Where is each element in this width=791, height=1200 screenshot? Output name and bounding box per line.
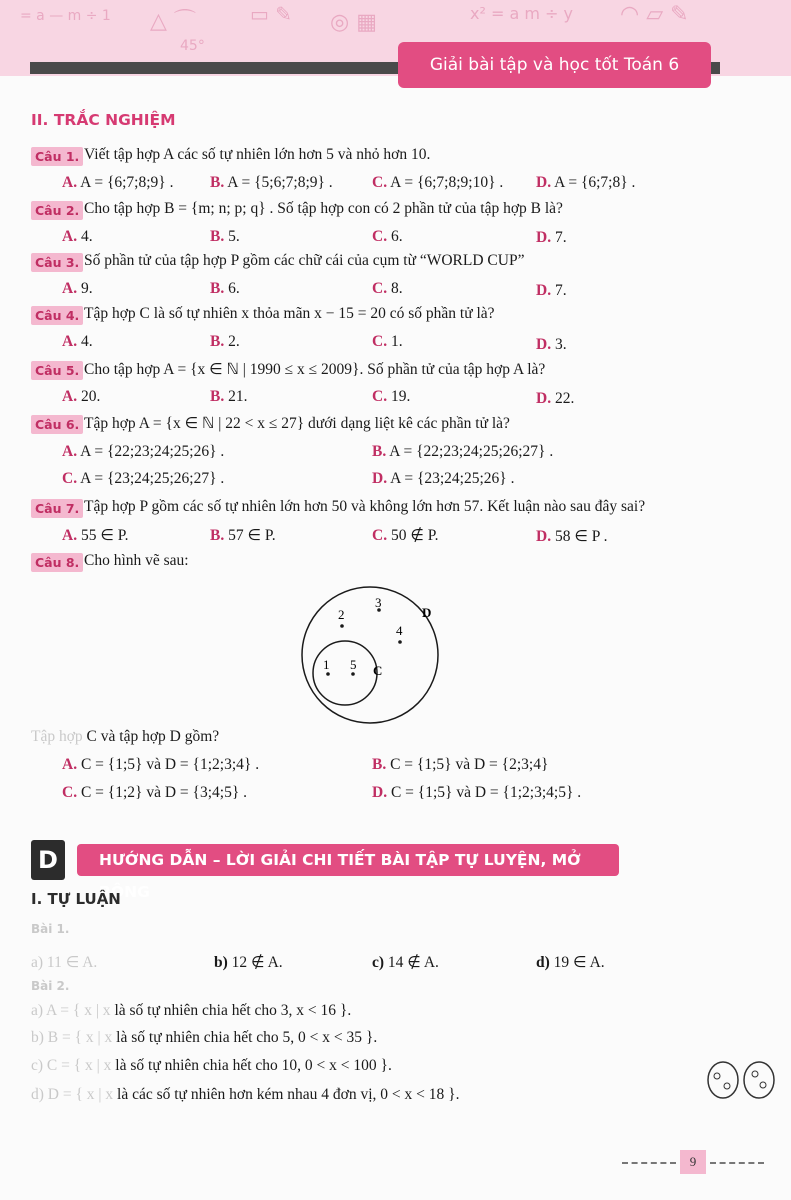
footer-dash-left <box>622 1162 676 1164</box>
question-text: Tập hợp P gồm các số tự nhiên lớn hơn 50 và không lớn hơn 57. Kết luận nào sau đây sai? <box>84 498 646 515</box>
book-title: Giải bài tập và học tốt Toán 6 <box>398 42 711 88</box>
guide-title: HƯỚNG DẪN – LỜI GIẢI CHI TIẾT BÀI TẬP TỰ LUYỆN, MỞ RỘNG <box>77 844 619 876</box>
answer: c) 14 ∉ A. <box>372 954 439 971</box>
option: C. 8. <box>372 280 403 297</box>
option: B. 21. <box>210 388 248 405</box>
option: A. C = {1;5} và D = {1;2;3;4} . <box>62 756 260 773</box>
point-label: 4 <box>396 623 403 638</box>
option: B. 6. <box>210 280 240 297</box>
question-text: Cho hình vẽ sau: <box>84 552 189 569</box>
point <box>326 672 330 676</box>
option: A. A = {6;7;8;9} . <box>62 174 174 191</box>
option: D. 3. <box>536 336 567 353</box>
option: D. 58 ∈ P . <box>536 528 608 545</box>
option: A. 9. <box>62 280 93 297</box>
question-label: Câu 4. <box>31 306 83 325</box>
option: C. 50 ∉ P. <box>372 527 439 544</box>
point <box>340 624 344 628</box>
option: C. C = {1;2} và D = {3;4;5} . <box>62 784 248 801</box>
q8-followup-text: Tập hợp C và tập hợp D gồm? <box>31 728 220 745</box>
question-text: Viết tập hợp A các số tự nhiên lớn hơn 5 và nhỏ hơn 10. <box>84 146 431 163</box>
point-label: 3 <box>375 595 382 610</box>
set-c-circle <box>313 641 377 705</box>
bai2-label: Bài 2. <box>31 979 70 993</box>
option: D. 22. <box>536 390 575 407</box>
essay-title: I. TỰ LUẬN <box>31 890 121 908</box>
option: A. 20. <box>62 388 101 405</box>
question-label: Câu 7. <box>31 499 83 518</box>
question-label: Câu 3. <box>31 253 83 272</box>
section-title: II. TRẮC NGHIỆM <box>31 111 176 129</box>
option: D. A = {23;24;25;26} . <box>372 470 515 487</box>
set-c-label: C <box>373 663 383 678</box>
option: D. C = {1;5} và D = {1;2;3;4;5} . <box>372 784 582 801</box>
header-decoration: = a — m ÷ 1 △ ⌒ ▭ ✎ ◎ ▦ x² = a m ÷ y ◠ ▱ ✎ 45° <box>0 0 791 76</box>
option: B. A = {22;23;24;25;26;27} . <box>372 443 554 460</box>
option: A. 55 ∈ P. <box>62 527 129 544</box>
set-d-circle <box>302 587 438 723</box>
answer: a) 11 ∈ A. <box>31 954 98 971</box>
option: C. A = {6;7;8;9;10} . <box>372 174 504 191</box>
question-label: Câu 6. <box>31 415 83 434</box>
option: C. A = {23;24;25;26;27} . <box>62 470 225 487</box>
option: C. 19. <box>372 388 411 405</box>
bai1-label: Bài 1. <box>31 922 70 936</box>
ladybug-doodle-icon <box>705 1058 777 1102</box>
answer: b) 12 ∉ A. <box>214 954 283 971</box>
point-label: 2 <box>338 607 345 622</box>
venn-diagram <box>290 585 450 725</box>
point-label: 1 <box>323 657 330 672</box>
option: A. 4. <box>62 228 93 245</box>
option: A. 4. <box>62 333 93 350</box>
option: B. A = {5;6;7;8;9} . <box>210 174 333 191</box>
option: D. 7. <box>536 282 567 299</box>
footer-dash-right <box>710 1162 764 1164</box>
question-text: Cho tập hợp A = {x ∈ ℕ | 1990 ≤ x ≤ 2009}. Số phần tử của tập hợp A là? <box>84 361 546 378</box>
answer: b) B = { x | x là số tự nhiên chia hết cho 5, 0 < x < 35 }. <box>31 1029 378 1046</box>
answer: d) D = { x | x là các số tự nhiên hơn kém nhau 4 đơn vị, 0 < x < 18 }. <box>31 1086 460 1103</box>
option: D. 7. <box>536 229 567 246</box>
option: B. C = {1;5} và D = {2;3;4} <box>372 756 549 773</box>
question-label: Câu 1. <box>31 147 83 166</box>
question-text: Số phần tử của tập hợp P gồm các chữ cái của cụm từ “WORLD CUP” <box>84 252 525 269</box>
option: C. 1. <box>372 333 403 350</box>
answer: d) 19 ∈ A. <box>536 954 605 971</box>
point <box>351 672 355 676</box>
answer: a) A = { x | x là số tự nhiên chia hết cho 3, x < 16 }. <box>31 1002 352 1019</box>
point <box>398 640 402 644</box>
option: B. 57 ∈ P. <box>210 527 276 544</box>
question-label: Câu 2. <box>31 201 83 220</box>
question-text: Tập hợp A = {x ∈ ℕ | 22 < x ≤ 27} dưới dạng liệt kê các phần tử là? <box>84 415 510 432</box>
page-number: 9 <box>680 1150 706 1174</box>
question-text: Tập hợp C là số tự nhiên x thỏa mãn x − 15 = 20 có số phần tử là? <box>84 305 495 322</box>
option: A. A = {22;23;24;25;26} . <box>62 443 225 460</box>
point-label: 5 <box>350 657 357 672</box>
question-label: Câu 5. <box>31 361 83 380</box>
option: B. 5. <box>210 228 240 245</box>
guide-letter: D <box>31 840 65 880</box>
option: D. A = {6;7;8} . <box>536 174 636 191</box>
option: C. 6. <box>372 228 403 245</box>
question-label: Câu 8. <box>31 553 83 572</box>
option: B. 2. <box>210 333 240 350</box>
set-d-label: D <box>422 605 432 620</box>
question-text: Cho tập hợp B = {m; n; p; q} . Số tập hợp con có 2 phần tử của tập hợp B là? <box>84 200 563 217</box>
answer: c) C = { x | x là số tự nhiên chia hết cho 10, 0 < x < 100 }. <box>31 1057 392 1074</box>
